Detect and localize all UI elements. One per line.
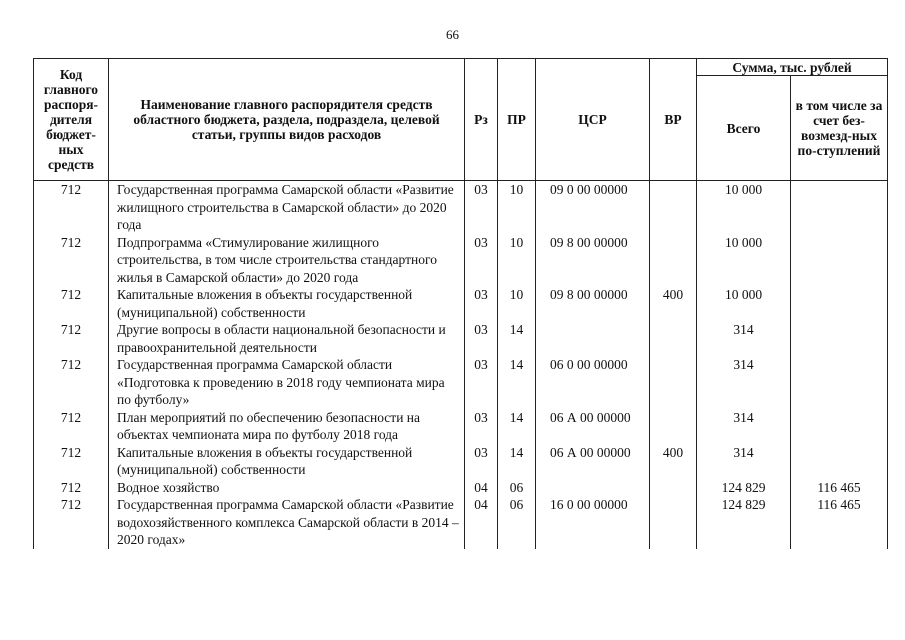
- cell-total: 314: [697, 444, 791, 479]
- cell-total: 124 829: [697, 496, 791, 549]
- cell-rz: 03: [465, 356, 498, 409]
- cell-vr: 400: [650, 444, 697, 479]
- header-total: Всего: [697, 76, 791, 181]
- cell-free: 116 465: [791, 496, 888, 549]
- cell-total: 314: [697, 356, 791, 409]
- budget-table: [33, 58, 888, 549]
- header-pr: ПР: [498, 59, 536, 181]
- cell-rz: 03: [465, 234, 498, 287]
- cell-name: Государственная программа Самарской области «Развитие жилищного строительства в Самарской области» до 2020 года: [109, 181, 465, 234]
- header-sum: Сумма, тыс. рублей: [697, 59, 888, 76]
- cell-vr: [650, 479, 697, 497]
- header-vr: ВР: [650, 59, 697, 181]
- cell-code: 712: [34, 479, 109, 497]
- cell-free: [791, 321, 888, 356]
- cell-pr: 10: [498, 286, 536, 321]
- cell-rz: 03: [465, 444, 498, 479]
- cell-pr: 14: [498, 444, 536, 479]
- header-free: в том числе за счет без-возмезд-ных по-ступлений: [791, 76, 888, 181]
- cell-rz: 03: [465, 409, 498, 444]
- header-name: Наименование главного распорядителя средств областного бюджета, раздела, подраздела, целевой статьи, группы видов расходов: [109, 59, 465, 181]
- cell-pr: 06: [498, 496, 536, 549]
- cell-rz: 03: [465, 321, 498, 356]
- cell-free: [791, 234, 888, 287]
- table-row: [34, 479, 888, 497]
- cell-free: 116 465: [791, 479, 888, 497]
- cell-pr: 10: [498, 181, 536, 234]
- cell-vr: [650, 234, 697, 287]
- cell-vr: [650, 181, 697, 234]
- cell-vr: [650, 496, 697, 549]
- table-row: [34, 181, 888, 234]
- cell-name: Государственная программа Самарской области «Подготовка к проведению в 2018 году чемпионата мира по футболу»: [109, 356, 465, 409]
- cell-rz: 04: [465, 496, 498, 549]
- cell-csr: 06 А 00 00000: [536, 444, 650, 479]
- cell-csr: 06 0 00 00000: [536, 356, 650, 409]
- cell-free: [791, 444, 888, 479]
- cell-name: План мероприятий по обеспечению безопасности на объектах чемпионата мира по футболу 2018 года: [109, 409, 465, 444]
- header-rz: Рз: [465, 59, 498, 181]
- cell-total: 314: [697, 321, 791, 356]
- cell-code: 712: [34, 409, 109, 444]
- table-row: [34, 444, 888, 479]
- table-row: [34, 409, 888, 444]
- cell-csr: 09 8 00 00000: [536, 234, 650, 287]
- cell-code: 712: [34, 496, 109, 549]
- cell-pr: 14: [498, 409, 536, 444]
- cell-free: [791, 409, 888, 444]
- cell-code: 712: [34, 356, 109, 409]
- cell-free: [791, 356, 888, 409]
- cell-code: 712: [34, 286, 109, 321]
- table-row: [34, 356, 888, 409]
- cell-pr: 10: [498, 234, 536, 287]
- cell-pr: 14: [498, 356, 536, 409]
- cell-total: 10 000: [697, 234, 791, 287]
- cell-total: 10 000: [697, 286, 791, 321]
- cell-total: 314: [697, 409, 791, 444]
- cell-rz: 03: [465, 286, 498, 321]
- page-number: 66: [446, 27, 459, 42]
- cell-name: Водное хозяйство: [109, 479, 465, 497]
- cell-code: 712: [34, 234, 109, 287]
- cell-pr: 06: [498, 479, 536, 497]
- cell-csr: [536, 479, 650, 497]
- cell-csr: 09 0 00 00000: [536, 181, 650, 234]
- cell-name: Подпрограмма «Стимулирование жилищного строительства, в том числе строительства стандартного жилья в Самарской области» до 2020 года: [109, 234, 465, 287]
- table-row: [34, 234, 888, 287]
- cell-rz: 03: [465, 181, 498, 234]
- cell-name: Другие вопросы в области национальной безопасности и правоохранительной деятельности: [109, 321, 465, 356]
- cell-free: [791, 286, 888, 321]
- cell-csr: [536, 321, 650, 356]
- cell-name: Государственная программа Самарской области «Развитие водохозяйственного комплекса Самарской области в 2014 – 2020 годах»: [109, 496, 465, 549]
- cell-vr: [650, 356, 697, 409]
- cell-name: Капитальные вложения в объекты государственной (муниципальной) собственности: [109, 444, 465, 479]
- table-header: [34, 59, 888, 181]
- cell-vr: 400: [650, 286, 697, 321]
- cell-total: 10 000: [697, 181, 791, 234]
- cell-code: 712: [34, 181, 109, 234]
- table-row: [34, 496, 888, 549]
- header-csr: ЦСР: [536, 59, 650, 181]
- cell-csr: 09 8 00 00000: [536, 286, 650, 321]
- cell-total: 124 829: [697, 479, 791, 497]
- cell-free: [791, 181, 888, 234]
- cell-vr: [650, 409, 697, 444]
- cell-code: 712: [34, 321, 109, 356]
- header-code: Код главного распоря-дителя бюджет-ных средств: [34, 59, 109, 181]
- cell-name: Капитальные вложения в объекты государственной (муниципальной) собственности: [109, 286, 465, 321]
- cell-vr: [650, 321, 697, 356]
- cell-pr: 14: [498, 321, 536, 356]
- cell-csr: 16 0 00 00000: [536, 496, 650, 549]
- cell-code: 712: [34, 444, 109, 479]
- table-body: [34, 181, 888, 549]
- cell-csr: 06 А 00 00000: [536, 409, 650, 444]
- table-row: [34, 321, 888, 356]
- cell-rz: 04: [465, 479, 498, 497]
- table-row: [34, 286, 888, 321]
